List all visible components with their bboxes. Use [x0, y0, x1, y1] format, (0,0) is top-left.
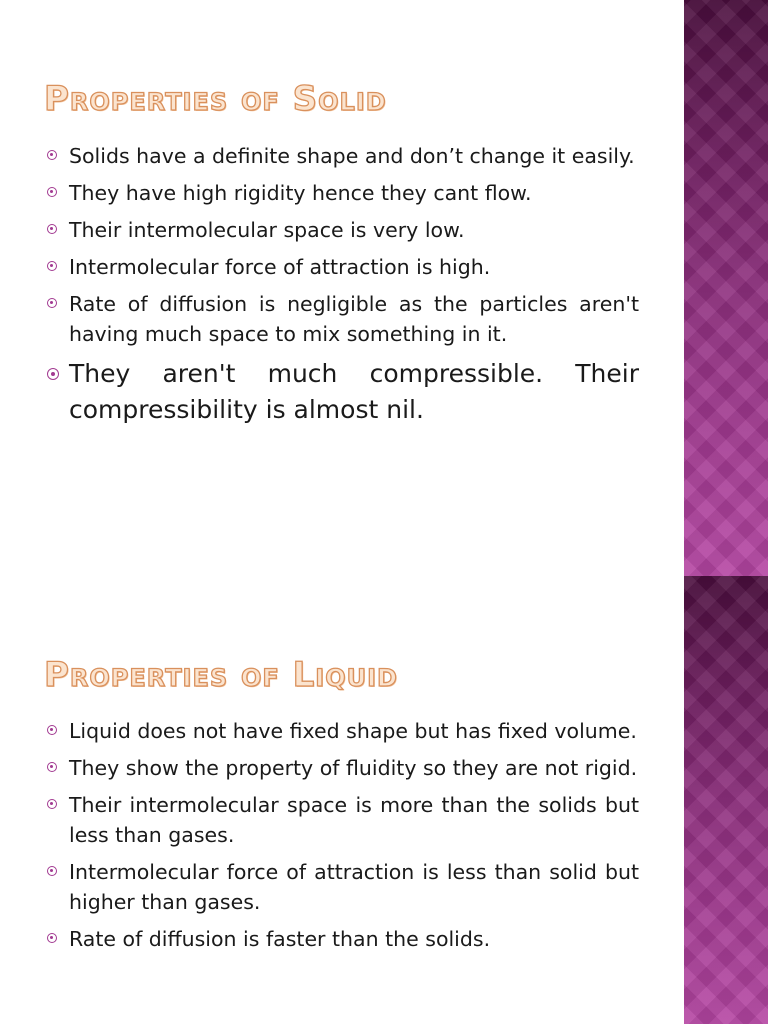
list-item	[47, 215, 639, 245]
circle-bullet-icon	[47, 261, 57, 271]
bullet-text: They have high rigidity hence they cant flow.	[69, 181, 532, 205]
list-item	[47, 289, 639, 349]
circle-bullet-icon	[47, 799, 57, 809]
bullet-text: They aren't much compressible. Their compressibility is almost nil.	[69, 359, 639, 424]
bullet-text: Intermolecular force of attraction is less than solid but higher than gases.	[69, 860, 639, 914]
list-item	[47, 141, 639, 171]
decorative-side-band	[684, 576, 768, 1024]
circle-bullet-icon	[47, 368, 59, 380]
circle-bullet-icon	[47, 187, 57, 197]
bullet-text: Liquid does not have fixed shape but has fixed volume.	[69, 719, 637, 743]
circle-bullet-icon	[47, 725, 57, 735]
bullet-text: Their intermolecular space is very low.	[69, 218, 465, 242]
bullet-text: Rate of diffusion is negligible as the particles aren't having much space to mix something in it.	[69, 292, 639, 346]
list-item	[47, 178, 639, 208]
bullet-text: Their intermolecular space is more than the solids but less than gases.	[69, 793, 639, 847]
list-item	[47, 753, 639, 783]
bullet-text: Solids have a definite shape and don’t change it easily.	[69, 144, 635, 168]
bullet-list	[47, 141, 639, 435]
list-item	[47, 857, 639, 917]
circle-bullet-icon	[47, 224, 57, 234]
list-item	[47, 924, 639, 954]
circle-bullet-icon	[47, 150, 57, 160]
slide-title: Properties of Liquid	[44, 655, 398, 695]
bullet-text: Rate of diffusion is faster than the solids.	[69, 927, 491, 951]
bullet-list	[47, 716, 639, 961]
circle-bullet-icon	[47, 866, 57, 876]
list-item	[47, 716, 639, 746]
slide-properties-of-liquid	[0, 576, 768, 1024]
circle-bullet-icon	[47, 933, 57, 943]
bullet-text: They show the property of fluidity so they are not rigid.	[69, 756, 638, 780]
circle-bullet-icon	[47, 762, 57, 772]
bullet-text: Intermolecular force of attraction is high.	[69, 255, 491, 279]
list-item	[47, 356, 639, 428]
list-item	[47, 790, 639, 850]
circle-bullet-icon	[47, 298, 57, 308]
list-item	[47, 252, 639, 282]
slide-title: Properties of Solid	[44, 79, 387, 119]
decorative-side-band	[684, 0, 768, 576]
